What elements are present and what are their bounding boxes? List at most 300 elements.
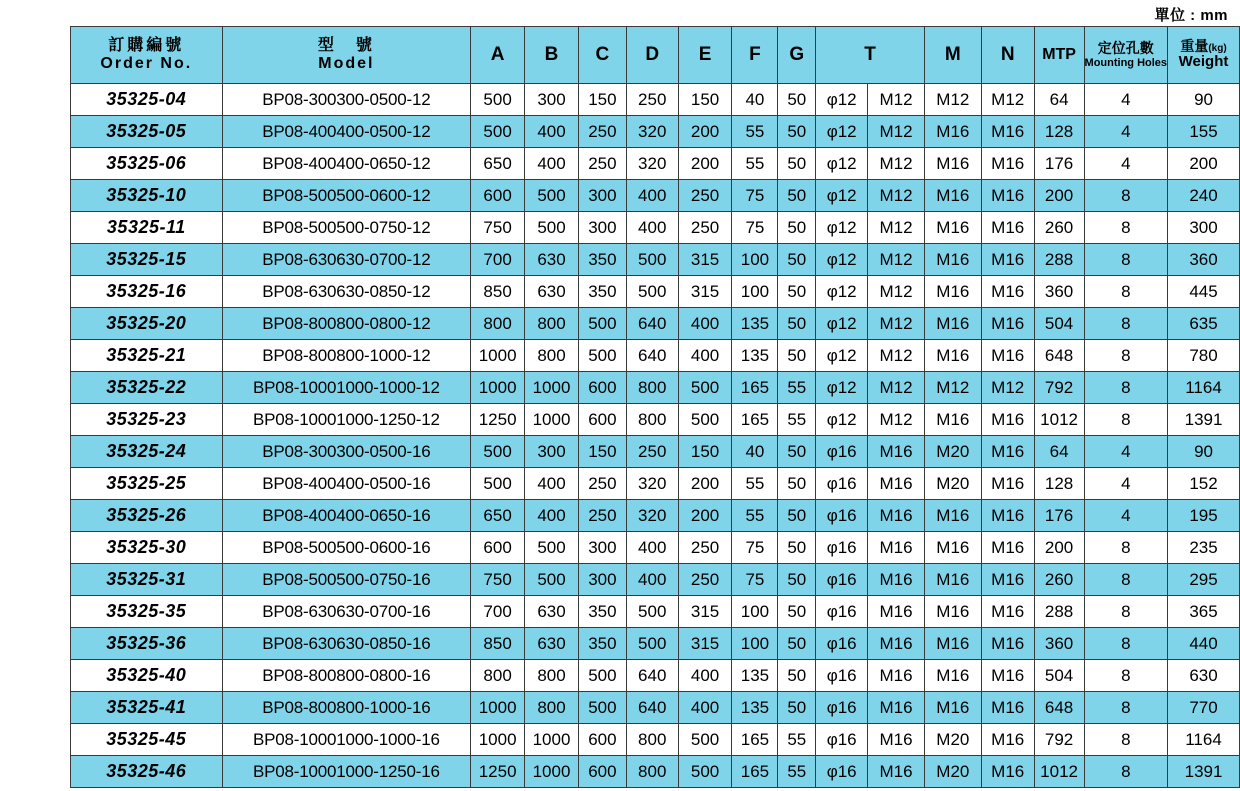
- cell-e: 250: [678, 180, 732, 212]
- cell-weight: 365: [1168, 596, 1240, 628]
- cell-f: 40: [732, 436, 778, 468]
- cell-t-diameter: φ12: [816, 244, 868, 276]
- cell-order-no: 35325-30: [71, 532, 223, 564]
- cell-c: 250: [578, 468, 626, 500]
- cell-g: 50: [778, 148, 816, 180]
- cell-b: 400: [525, 500, 579, 532]
- cell-model: BP08-300300-0500-12: [222, 84, 471, 116]
- cell-c: 600: [578, 372, 626, 404]
- cell-m: M16: [924, 692, 981, 724]
- cell-mtp: 64: [1034, 436, 1084, 468]
- cell-b: 300: [525, 436, 579, 468]
- cell-model: BP08-400400-0500-16: [222, 468, 471, 500]
- cell-m: M16: [924, 244, 981, 276]
- cell-weight: 770: [1168, 692, 1240, 724]
- cell-a: 850: [471, 628, 525, 660]
- cell-f: 55: [732, 116, 778, 148]
- cell-mounting-holes: 4: [1084, 84, 1168, 116]
- cell-t-diameter: φ16: [816, 564, 868, 596]
- cell-order-no: 35325-06: [71, 148, 223, 180]
- cell-mounting-holes: 4: [1084, 148, 1168, 180]
- table-row: [71, 724, 1240, 756]
- cell-a: 850: [471, 276, 525, 308]
- cell-weight: 635: [1168, 308, 1240, 340]
- cell-d: 640: [626, 660, 678, 692]
- cell-t-thread: M12: [868, 84, 925, 116]
- cell-f: 135: [732, 660, 778, 692]
- cell-t-diameter: φ16: [816, 500, 868, 532]
- cell-t-diameter: φ12: [816, 212, 868, 244]
- cell-f: 55: [732, 468, 778, 500]
- cell-weight: 780: [1168, 340, 1240, 372]
- cell-mounting-holes: 8: [1084, 564, 1168, 596]
- cell-model: BP08-630630-0850-16: [222, 628, 471, 660]
- cell-g: 50: [778, 116, 816, 148]
- cell-n: M16: [981, 564, 1034, 596]
- cell-t-thread: M12: [868, 404, 925, 436]
- cell-mtp: 792: [1034, 724, 1084, 756]
- cell-mounting-holes: 4: [1084, 436, 1168, 468]
- cell-m: M16: [924, 596, 981, 628]
- cell-t-thread: M16: [868, 596, 925, 628]
- cell-f: 55: [732, 148, 778, 180]
- cell-b: 400: [525, 148, 579, 180]
- cell-d: 640: [626, 340, 678, 372]
- cell-mtp: 792: [1034, 372, 1084, 404]
- cell-order-no: 35325-05: [71, 116, 223, 148]
- cell-mounting-holes: 8: [1084, 276, 1168, 308]
- cell-mtp: 648: [1034, 692, 1084, 724]
- cell-mtp: 648: [1034, 340, 1084, 372]
- cell-e: 500: [678, 372, 732, 404]
- cell-mounting-holes: 8: [1084, 596, 1168, 628]
- cell-e: 400: [678, 660, 732, 692]
- cell-t-thread: M12: [868, 116, 925, 148]
- cell-e: 315: [678, 244, 732, 276]
- cell-e: 315: [678, 596, 732, 628]
- cell-b: 630: [525, 628, 579, 660]
- cell-m: M16: [924, 404, 981, 436]
- cell-order-no: 35325-25: [71, 468, 223, 500]
- cell-t-diameter: φ12: [816, 180, 868, 212]
- cell-n: M16: [981, 660, 1034, 692]
- cell-g: 50: [778, 532, 816, 564]
- cell-model: BP08-10001000-1000-16: [222, 724, 471, 756]
- cell-f: 75: [732, 180, 778, 212]
- cell-mounting-holes: 8: [1084, 244, 1168, 276]
- cell-t-diameter: φ16: [816, 692, 868, 724]
- header-weight: [1168, 27, 1240, 84]
- cell-d: 500: [626, 276, 678, 308]
- cell-e: 500: [678, 724, 732, 756]
- header-c: C: [578, 27, 626, 84]
- cell-m: M16: [924, 340, 981, 372]
- cell-g: 50: [778, 340, 816, 372]
- cell-mounting-holes: 8: [1084, 372, 1168, 404]
- cell-mtp: 260: [1034, 212, 1084, 244]
- cell-g: 50: [778, 276, 816, 308]
- cell-t-diameter: φ16: [816, 628, 868, 660]
- cell-weight: 155: [1168, 116, 1240, 148]
- table-row: [71, 660, 1240, 692]
- cell-b: 500: [525, 212, 579, 244]
- cell-d: 500: [626, 628, 678, 660]
- cell-a: 500: [471, 84, 525, 116]
- cell-b: 1000: [525, 404, 579, 436]
- cell-d: 640: [626, 308, 678, 340]
- cell-model: BP08-10001000-1250-16: [222, 756, 471, 788]
- specification-table: [70, 26, 1240, 788]
- cell-weight: 295: [1168, 564, 1240, 596]
- cell-a: 1250: [471, 404, 525, 436]
- cell-n: M16: [981, 468, 1034, 500]
- cell-g: 55: [778, 724, 816, 756]
- cell-model: BP08-800800-0800-12: [222, 308, 471, 340]
- cell-f: 75: [732, 532, 778, 564]
- cell-t-thread: M12: [868, 276, 925, 308]
- cell-model: BP08-400400-0650-16: [222, 500, 471, 532]
- cell-a: 500: [471, 436, 525, 468]
- header-order-no-en: Order No.: [100, 55, 193, 72]
- cell-d: 320: [626, 116, 678, 148]
- header-mounting-holes-en: Mounting Holes: [1084, 56, 1168, 69]
- cell-g: 50: [778, 308, 816, 340]
- cell-mtp: 176: [1034, 148, 1084, 180]
- cell-f: 100: [732, 276, 778, 308]
- cell-f: 75: [732, 564, 778, 596]
- cell-b: 400: [525, 468, 579, 500]
- cell-b: 400: [525, 116, 579, 148]
- cell-mtp: 288: [1034, 596, 1084, 628]
- cell-model: BP08-300300-0500-16: [222, 436, 471, 468]
- header-model-cn: 型 號: [317, 37, 375, 55]
- cell-e: 200: [678, 500, 732, 532]
- cell-e: 250: [678, 532, 732, 564]
- cell-c: 300: [578, 180, 626, 212]
- cell-model: BP08-630630-0700-12: [222, 244, 471, 276]
- cell-mtp: 504: [1034, 308, 1084, 340]
- cell-a: 700: [471, 244, 525, 276]
- header-b: B: [525, 27, 579, 84]
- cell-a: 650: [471, 500, 525, 532]
- cell-t-thread: M16: [868, 564, 925, 596]
- header-mounting-holes: [1084, 27, 1168, 84]
- cell-order-no: 35325-16: [71, 276, 223, 308]
- cell-mounting-holes: 8: [1084, 724, 1168, 756]
- cell-g: 50: [778, 436, 816, 468]
- cell-g: 55: [778, 372, 816, 404]
- cell-order-no: 35325-22: [71, 372, 223, 404]
- cell-model: BP08-10001000-1250-12: [222, 404, 471, 436]
- cell-c: 300: [578, 564, 626, 596]
- cell-order-no: 35325-23: [71, 404, 223, 436]
- cell-order-no: 35325-20: [71, 308, 223, 340]
- cell-g: 50: [778, 500, 816, 532]
- cell-c: 600: [578, 756, 626, 788]
- cell-m: M16: [924, 148, 981, 180]
- cell-n: M16: [981, 596, 1034, 628]
- cell-b: 500: [525, 180, 579, 212]
- cell-mtp: 360: [1034, 276, 1084, 308]
- cell-t-thread: M16: [868, 468, 925, 500]
- cell-t-thread: M16: [868, 660, 925, 692]
- cell-weight: 90: [1168, 84, 1240, 116]
- cell-m: M20: [924, 468, 981, 500]
- cell-e: 150: [678, 84, 732, 116]
- cell-mtp: 504: [1034, 660, 1084, 692]
- cell-m: M16: [924, 564, 981, 596]
- cell-c: 600: [578, 404, 626, 436]
- cell-e: 250: [678, 564, 732, 596]
- cell-c: 150: [578, 84, 626, 116]
- cell-model: BP08-800800-1000-12: [222, 340, 471, 372]
- cell-e: 150: [678, 436, 732, 468]
- cell-f: 40: [732, 84, 778, 116]
- cell-model: BP08-500500-0600-16: [222, 532, 471, 564]
- table-row: [71, 372, 1240, 404]
- cell-weight: 360: [1168, 244, 1240, 276]
- cell-weight: 235: [1168, 532, 1240, 564]
- cell-t-diameter: φ16: [816, 468, 868, 500]
- cell-c: 350: [578, 628, 626, 660]
- cell-mtp: 176: [1034, 500, 1084, 532]
- cell-t-thread: M16: [868, 500, 925, 532]
- cell-d: 400: [626, 532, 678, 564]
- cell-e: 315: [678, 276, 732, 308]
- table-row: [71, 756, 1240, 788]
- cell-d: 320: [626, 148, 678, 180]
- header-e: E: [678, 27, 732, 84]
- cell-weight: 200: [1168, 148, 1240, 180]
- table-row: [71, 276, 1240, 308]
- cell-a: 700: [471, 596, 525, 628]
- cell-t-thread: M12: [868, 244, 925, 276]
- cell-n: M16: [981, 724, 1034, 756]
- cell-mtp: 200: [1034, 532, 1084, 564]
- table-row: [71, 180, 1240, 212]
- cell-f: 55: [732, 500, 778, 532]
- cell-n: M16: [981, 212, 1034, 244]
- header-order-no: [71, 27, 223, 84]
- cell-n: M16: [981, 244, 1034, 276]
- cell-order-no: 35325-45: [71, 724, 223, 756]
- cell-t-diameter: φ16: [816, 724, 868, 756]
- cell-c: 250: [578, 116, 626, 148]
- header-m: M: [924, 27, 981, 84]
- cell-b: 630: [525, 276, 579, 308]
- table-row: [71, 404, 1240, 436]
- cell-a: 750: [471, 564, 525, 596]
- cell-g: 50: [778, 692, 816, 724]
- header-d: D: [626, 27, 678, 84]
- cell-n: M16: [981, 532, 1034, 564]
- cell-n: M16: [981, 404, 1034, 436]
- table-row: [71, 116, 1240, 148]
- cell-a: 650: [471, 148, 525, 180]
- cell-e: 500: [678, 404, 732, 436]
- table-row: [71, 500, 1240, 532]
- cell-weight: 1164: [1168, 724, 1240, 756]
- cell-b: 500: [525, 564, 579, 596]
- cell-weight: 1164: [1168, 372, 1240, 404]
- cell-t-diameter: φ16: [816, 532, 868, 564]
- cell-mounting-holes: 8: [1084, 180, 1168, 212]
- header-row: [71, 27, 1240, 84]
- cell-f: 135: [732, 340, 778, 372]
- cell-m: M12: [924, 84, 981, 116]
- header-weight-unit: (kg): [1208, 42, 1227, 54]
- cell-d: 800: [626, 404, 678, 436]
- cell-mounting-holes: 4: [1084, 116, 1168, 148]
- cell-n: M16: [981, 148, 1034, 180]
- cell-d: 640: [626, 692, 678, 724]
- cell-mtp: 200: [1034, 180, 1084, 212]
- cell-b: 800: [525, 308, 579, 340]
- cell-t-diameter: φ16: [816, 436, 868, 468]
- cell-t-thread: M16: [868, 436, 925, 468]
- cell-c: 500: [578, 660, 626, 692]
- cell-m: M16: [924, 660, 981, 692]
- table-row: [71, 212, 1240, 244]
- cell-d: 320: [626, 500, 678, 532]
- cell-b: 300: [525, 84, 579, 116]
- cell-c: 150: [578, 436, 626, 468]
- cell-order-no: 35325-15: [71, 244, 223, 276]
- cell-d: 250: [626, 436, 678, 468]
- cell-t-thread: M12: [868, 148, 925, 180]
- cell-d: 400: [626, 212, 678, 244]
- cell-mounting-holes: 4: [1084, 500, 1168, 532]
- header-n: N: [981, 27, 1034, 84]
- cell-m: M16: [924, 276, 981, 308]
- cell-order-no: 35325-31: [71, 564, 223, 596]
- header-weight-en: Weight: [1178, 53, 1229, 71]
- cell-a: 1000: [471, 692, 525, 724]
- cell-m: M12: [924, 372, 981, 404]
- cell-a: 600: [471, 180, 525, 212]
- cell-weight: 1391: [1168, 404, 1240, 436]
- cell-t-thread: M12: [868, 340, 925, 372]
- cell-mounting-holes: 8: [1084, 404, 1168, 436]
- cell-mtp: 360: [1034, 628, 1084, 660]
- cell-t-diameter: φ12: [816, 116, 868, 148]
- cell-mounting-holes: 8: [1084, 628, 1168, 660]
- cell-order-no: 35325-24: [71, 436, 223, 468]
- cell-mtp: 128: [1034, 116, 1084, 148]
- cell-a: 800: [471, 308, 525, 340]
- cell-weight: 445: [1168, 276, 1240, 308]
- cell-g: 50: [778, 84, 816, 116]
- table-row: [71, 84, 1240, 116]
- cell-f: 165: [732, 404, 778, 436]
- header-weight-cn-text: 重量: [1180, 37, 1209, 54]
- cell-c: 300: [578, 212, 626, 244]
- unit-note: 單位 : mm: [1154, 7, 1228, 24]
- cell-d: 800: [626, 756, 678, 788]
- cell-f: 100: [732, 596, 778, 628]
- cell-a: 500: [471, 116, 525, 148]
- cell-order-no: 35325-36: [71, 628, 223, 660]
- cell-a: 500: [471, 468, 525, 500]
- cell-mounting-holes: 8: [1084, 692, 1168, 724]
- cell-t-thread: M12: [868, 308, 925, 340]
- cell-order-no: 35325-41: [71, 692, 223, 724]
- cell-weight: 195: [1168, 500, 1240, 532]
- cell-g: 50: [778, 660, 816, 692]
- header-model-en: Model: [318, 55, 375, 72]
- cell-a: 600: [471, 532, 525, 564]
- cell-t-diameter: φ12: [816, 148, 868, 180]
- cell-c: 500: [578, 340, 626, 372]
- table-row: [71, 308, 1240, 340]
- table-row: [71, 692, 1240, 724]
- cell-mtp: 288: [1034, 244, 1084, 276]
- cell-t-diameter: φ12: [816, 308, 868, 340]
- cell-t-thread: M16: [868, 532, 925, 564]
- cell-d: 320: [626, 468, 678, 500]
- cell-g: 55: [778, 756, 816, 788]
- cell-m: M20: [924, 724, 981, 756]
- cell-d: 800: [626, 372, 678, 404]
- cell-order-no: 35325-46: [71, 756, 223, 788]
- cell-b: 800: [525, 692, 579, 724]
- cell-m: M16: [924, 500, 981, 532]
- cell-n: M16: [981, 116, 1034, 148]
- cell-b: 800: [525, 660, 579, 692]
- cell-m: M20: [924, 756, 981, 788]
- cell-model: BP08-500500-0750-16: [222, 564, 471, 596]
- cell-g: 50: [778, 212, 816, 244]
- cell-order-no: 35325-10: [71, 180, 223, 212]
- cell-model: BP08-500500-0600-12: [222, 180, 471, 212]
- cell-b: 1000: [525, 724, 579, 756]
- cell-order-no: 35325-35: [71, 596, 223, 628]
- cell-m: M16: [924, 532, 981, 564]
- header-mtp: MTP: [1034, 27, 1084, 84]
- cell-d: 400: [626, 180, 678, 212]
- cell-mtp: 128: [1034, 468, 1084, 500]
- cell-d: 500: [626, 596, 678, 628]
- cell-c: 350: [578, 276, 626, 308]
- table-row: [71, 436, 1240, 468]
- cell-model: BP08-400400-0650-12: [222, 148, 471, 180]
- cell-c: 500: [578, 692, 626, 724]
- cell-f: 100: [732, 244, 778, 276]
- table-row: [71, 244, 1240, 276]
- cell-n: M16: [981, 628, 1034, 660]
- cell-model: BP08-500500-0750-12: [222, 212, 471, 244]
- cell-weight: 90: [1168, 436, 1240, 468]
- header-mounting-holes-cn: 定位孔數: [1097, 40, 1154, 56]
- cell-model: BP08-10001000-1000-12: [222, 372, 471, 404]
- cell-b: 630: [525, 244, 579, 276]
- cell-t-diameter: φ16: [816, 756, 868, 788]
- cell-g: 50: [778, 244, 816, 276]
- cell-f: 135: [732, 308, 778, 340]
- cell-mounting-holes: 8: [1084, 212, 1168, 244]
- cell-c: 350: [578, 244, 626, 276]
- cell-a: 1000: [471, 340, 525, 372]
- header-weight-cn: [1168, 39, 1239, 55]
- cell-b: 630: [525, 596, 579, 628]
- cell-g: 50: [778, 468, 816, 500]
- cell-order-no: 35325-04: [71, 84, 223, 116]
- cell-model: BP08-630630-0850-12: [222, 276, 471, 308]
- cell-c: 250: [578, 148, 626, 180]
- cell-mounting-holes: 8: [1084, 340, 1168, 372]
- cell-t-thread: M12: [868, 372, 925, 404]
- table-row: [71, 148, 1240, 180]
